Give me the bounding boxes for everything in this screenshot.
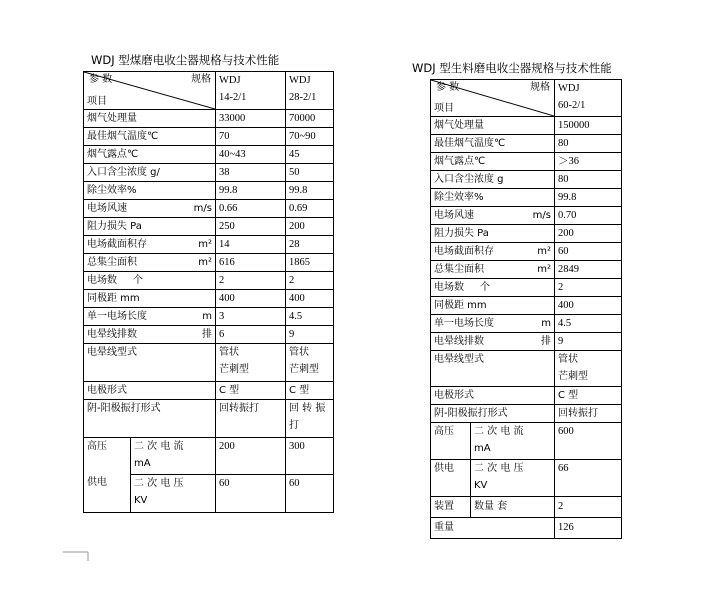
- table-row: [84, 236, 334, 254]
- table-cell: 70: [216, 128, 286, 146]
- table-cell: 9: [555, 333, 622, 351]
- table-cell: 45: [286, 146, 334, 164]
- table-row: [84, 326, 334, 344]
- table-cell: 烟气露点℃: [431, 153, 555, 171]
- table-cell: 3: [216, 308, 286, 326]
- table-cell: 400: [555, 297, 622, 315]
- table-cell: 装置: [431, 497, 471, 518]
- table-cell: 阻力损失 Pa: [84, 218, 216, 236]
- table-cell: 9: [286, 326, 334, 344]
- table-row: [431, 261, 622, 279]
- table-cell: 2: [286, 272, 334, 290]
- table-cell: 总集尘面积 m²: [84, 254, 216, 272]
- table-row: [84, 272, 334, 290]
- model-header-2: WDJ 28-2/1: [286, 72, 334, 110]
- table-row: [84, 308, 334, 326]
- table-cell: C 型: [216, 382, 286, 400]
- table-cell: 99.8: [555, 189, 622, 207]
- table-cell: 单一电场长度 m: [431, 315, 555, 333]
- table-cell: 2: [555, 279, 622, 297]
- table-row: [84, 254, 334, 272]
- table-cell: 600: [555, 423, 622, 460]
- table-cell: 最佳烟气温度℃: [84, 128, 216, 146]
- table-row: [431, 207, 622, 225]
- table-cell: 电场截面积存 m²: [431, 243, 555, 261]
- right-spec-table: [430, 79, 622, 539]
- table-cell: 烟气处理量: [84, 110, 216, 128]
- table-cell: 150000: [555, 117, 622, 135]
- table-row: [431, 460, 622, 497]
- table-cell: 80: [555, 135, 622, 153]
- model-header-1: WDJ 14-2/1: [216, 72, 286, 110]
- table-cell: 管状 芒刺型: [286, 344, 334, 382]
- table-cell: 二 次 电 压 KV: [471, 460, 555, 497]
- table-cell: 阴-阳极振打形式: [84, 400, 216, 438]
- table-cell: 阴-阳极振打形式: [431, 405, 555, 423]
- table-cell: 入口含尘浓度 g: [431, 171, 555, 189]
- table-cell: 二 次 电 流 mA: [131, 438, 216, 475]
- table-row: [84, 218, 334, 236]
- table-cell: 回转振打: [216, 400, 286, 438]
- table-cell: 60: [216, 475, 286, 513]
- table-row: [431, 333, 622, 351]
- table-cell: C 型: [555, 387, 622, 405]
- table-cell: 电极形式: [84, 382, 216, 400]
- table-cell: 电场截面积存 m²: [84, 236, 216, 254]
- table-row: [431, 243, 622, 261]
- table-cell: 14: [216, 236, 286, 254]
- table-cell: 99.8: [216, 182, 286, 200]
- table-cell: 最佳烟气温度℃: [431, 135, 555, 153]
- table-cell: 烟气处理量: [431, 117, 555, 135]
- table-row: [431, 117, 622, 135]
- table-row: [431, 518, 622, 539]
- table-row: [431, 153, 622, 171]
- table-row: [84, 344, 334, 382]
- table-cell: 二 次 电 压 KV: [131, 475, 216, 513]
- table-row: [431, 189, 622, 207]
- table-cell: 回转振打: [555, 405, 622, 423]
- left-spec-table: [83, 71, 334, 513]
- table-cell: 33000: [216, 110, 286, 128]
- table-cell: 除尘效率%: [431, 189, 555, 207]
- table-cell: 250: [216, 218, 286, 236]
- table-cell: 单一电场长度 m: [84, 308, 216, 326]
- table-row: [431, 279, 622, 297]
- table-cell: ＞36: [555, 153, 622, 171]
- table-row: [431, 297, 622, 315]
- table-cell: 60: [286, 475, 334, 513]
- table-row: [84, 182, 334, 200]
- table-row: [431, 315, 622, 333]
- left-table-title: WDJ 型煤磨电收尘器规格与技术性能: [91, 53, 280, 67]
- table-cell: 重量: [431, 518, 555, 539]
- table-cell: 除尘效率%: [84, 182, 216, 200]
- table-cell: 管状 芒刺型: [216, 344, 286, 382]
- table-cell: 1865: [286, 254, 334, 272]
- table-cell: 0.69: [286, 200, 334, 218]
- table-cell: 0.70: [555, 207, 622, 225]
- table-cell: 电晕线排数 排: [431, 333, 555, 351]
- table-cell: 80: [555, 171, 622, 189]
- table-row: [431, 225, 622, 243]
- table-cell: 4.5: [286, 308, 334, 326]
- table-cell: 电晕线型式: [84, 344, 216, 382]
- table-cell: 200: [555, 225, 622, 243]
- table-cell: 电场数 个: [84, 272, 216, 290]
- item-label: 项目: [87, 96, 107, 107]
- table-cell: 6: [216, 326, 286, 344]
- table-cell: 电晕线排数 排: [84, 326, 216, 344]
- diagonal-header-cell: 参 数 规格 项目: [431, 80, 555, 117]
- table-row: [84, 164, 334, 182]
- table-header-row: [84, 72, 334, 110]
- table-cell: 同极距 mm: [84, 290, 216, 308]
- table-cell: 300: [286, 438, 334, 475]
- table-row: [84, 382, 334, 400]
- table-cell: 200: [216, 438, 286, 475]
- right-table-title: WDJ 型生料磨电收尘器规格与技术性能: [412, 61, 612, 75]
- table-cell: 99.8: [286, 182, 334, 200]
- table-cell: 28: [286, 236, 334, 254]
- table-row: [84, 200, 334, 218]
- table-cell: 400: [216, 290, 286, 308]
- table-cell: 60: [555, 243, 622, 261]
- table-cell: 616: [216, 254, 286, 272]
- model-header: WDJ 60-2/1: [555, 80, 622, 117]
- table-header-row: [431, 80, 622, 117]
- table-cell: 2: [555, 497, 622, 518]
- table-row: [84, 400, 334, 438]
- table-cell: 数量 套: [471, 497, 555, 518]
- table-cell: 50: [286, 164, 334, 182]
- table-cell: 阻力损失 Pa: [431, 225, 555, 243]
- hv-group-cell: 高压 供电: [84, 438, 131, 513]
- table-cell: 66: [555, 460, 622, 497]
- table-cell: 电晕线型式: [431, 351, 555, 387]
- table-cell: C 型: [286, 382, 334, 400]
- table-row: [431, 171, 622, 189]
- table-cell: 38: [216, 164, 286, 182]
- table-cell: 电场风速 m/s: [431, 207, 555, 225]
- table-cell: 烟气露点℃: [84, 146, 216, 164]
- table-cell: 70~90: [286, 128, 334, 146]
- table-cell: 200: [286, 218, 334, 236]
- table-cell: 4.5: [555, 315, 622, 333]
- table-cell: 70000: [286, 110, 334, 128]
- table-cell: 126: [555, 518, 622, 539]
- table-cell: 二 次 电 流 mA: [471, 423, 555, 460]
- table-cell: 电场数 个: [431, 279, 555, 297]
- table-row: [431, 405, 622, 423]
- table-row: [431, 135, 622, 153]
- page-corner-mark: [60, 548, 90, 562]
- table-cell: 0.66: [216, 200, 286, 218]
- table-row: [84, 110, 334, 128]
- table-row: [84, 128, 334, 146]
- table-cell: 入口含尘浓度 g/: [84, 164, 216, 182]
- table-cell: 电场风速 m/s: [84, 200, 216, 218]
- table-cell: 管状 芒刺型: [555, 351, 622, 387]
- table-row: [84, 290, 334, 308]
- table-cell: 同极距 mm: [431, 297, 555, 315]
- table-cell: 400: [286, 290, 334, 308]
- table-cell: 总集尘面积 m²: [431, 261, 555, 279]
- table-cell: 供电: [431, 460, 471, 497]
- table-row: [84, 146, 334, 164]
- table-cell: 高压: [431, 423, 471, 460]
- table-cell: 40~43: [216, 146, 286, 164]
- spec-label: 规格: [191, 74, 211, 85]
- table-row: [431, 387, 622, 405]
- table-row: [431, 351, 622, 387]
- table-cell: 2: [216, 272, 286, 290]
- table-cell: 电极形式: [431, 387, 555, 405]
- table-cell: 回 转 振 打: [286, 400, 334, 438]
- diagonal-header-cell: [84, 72, 216, 110]
- table-row: [431, 423, 622, 460]
- table-row: [84, 438, 334, 475]
- table-cell: 2849: [555, 261, 622, 279]
- table-row: [431, 497, 622, 518]
- param-label: 参 数: [89, 74, 113, 85]
